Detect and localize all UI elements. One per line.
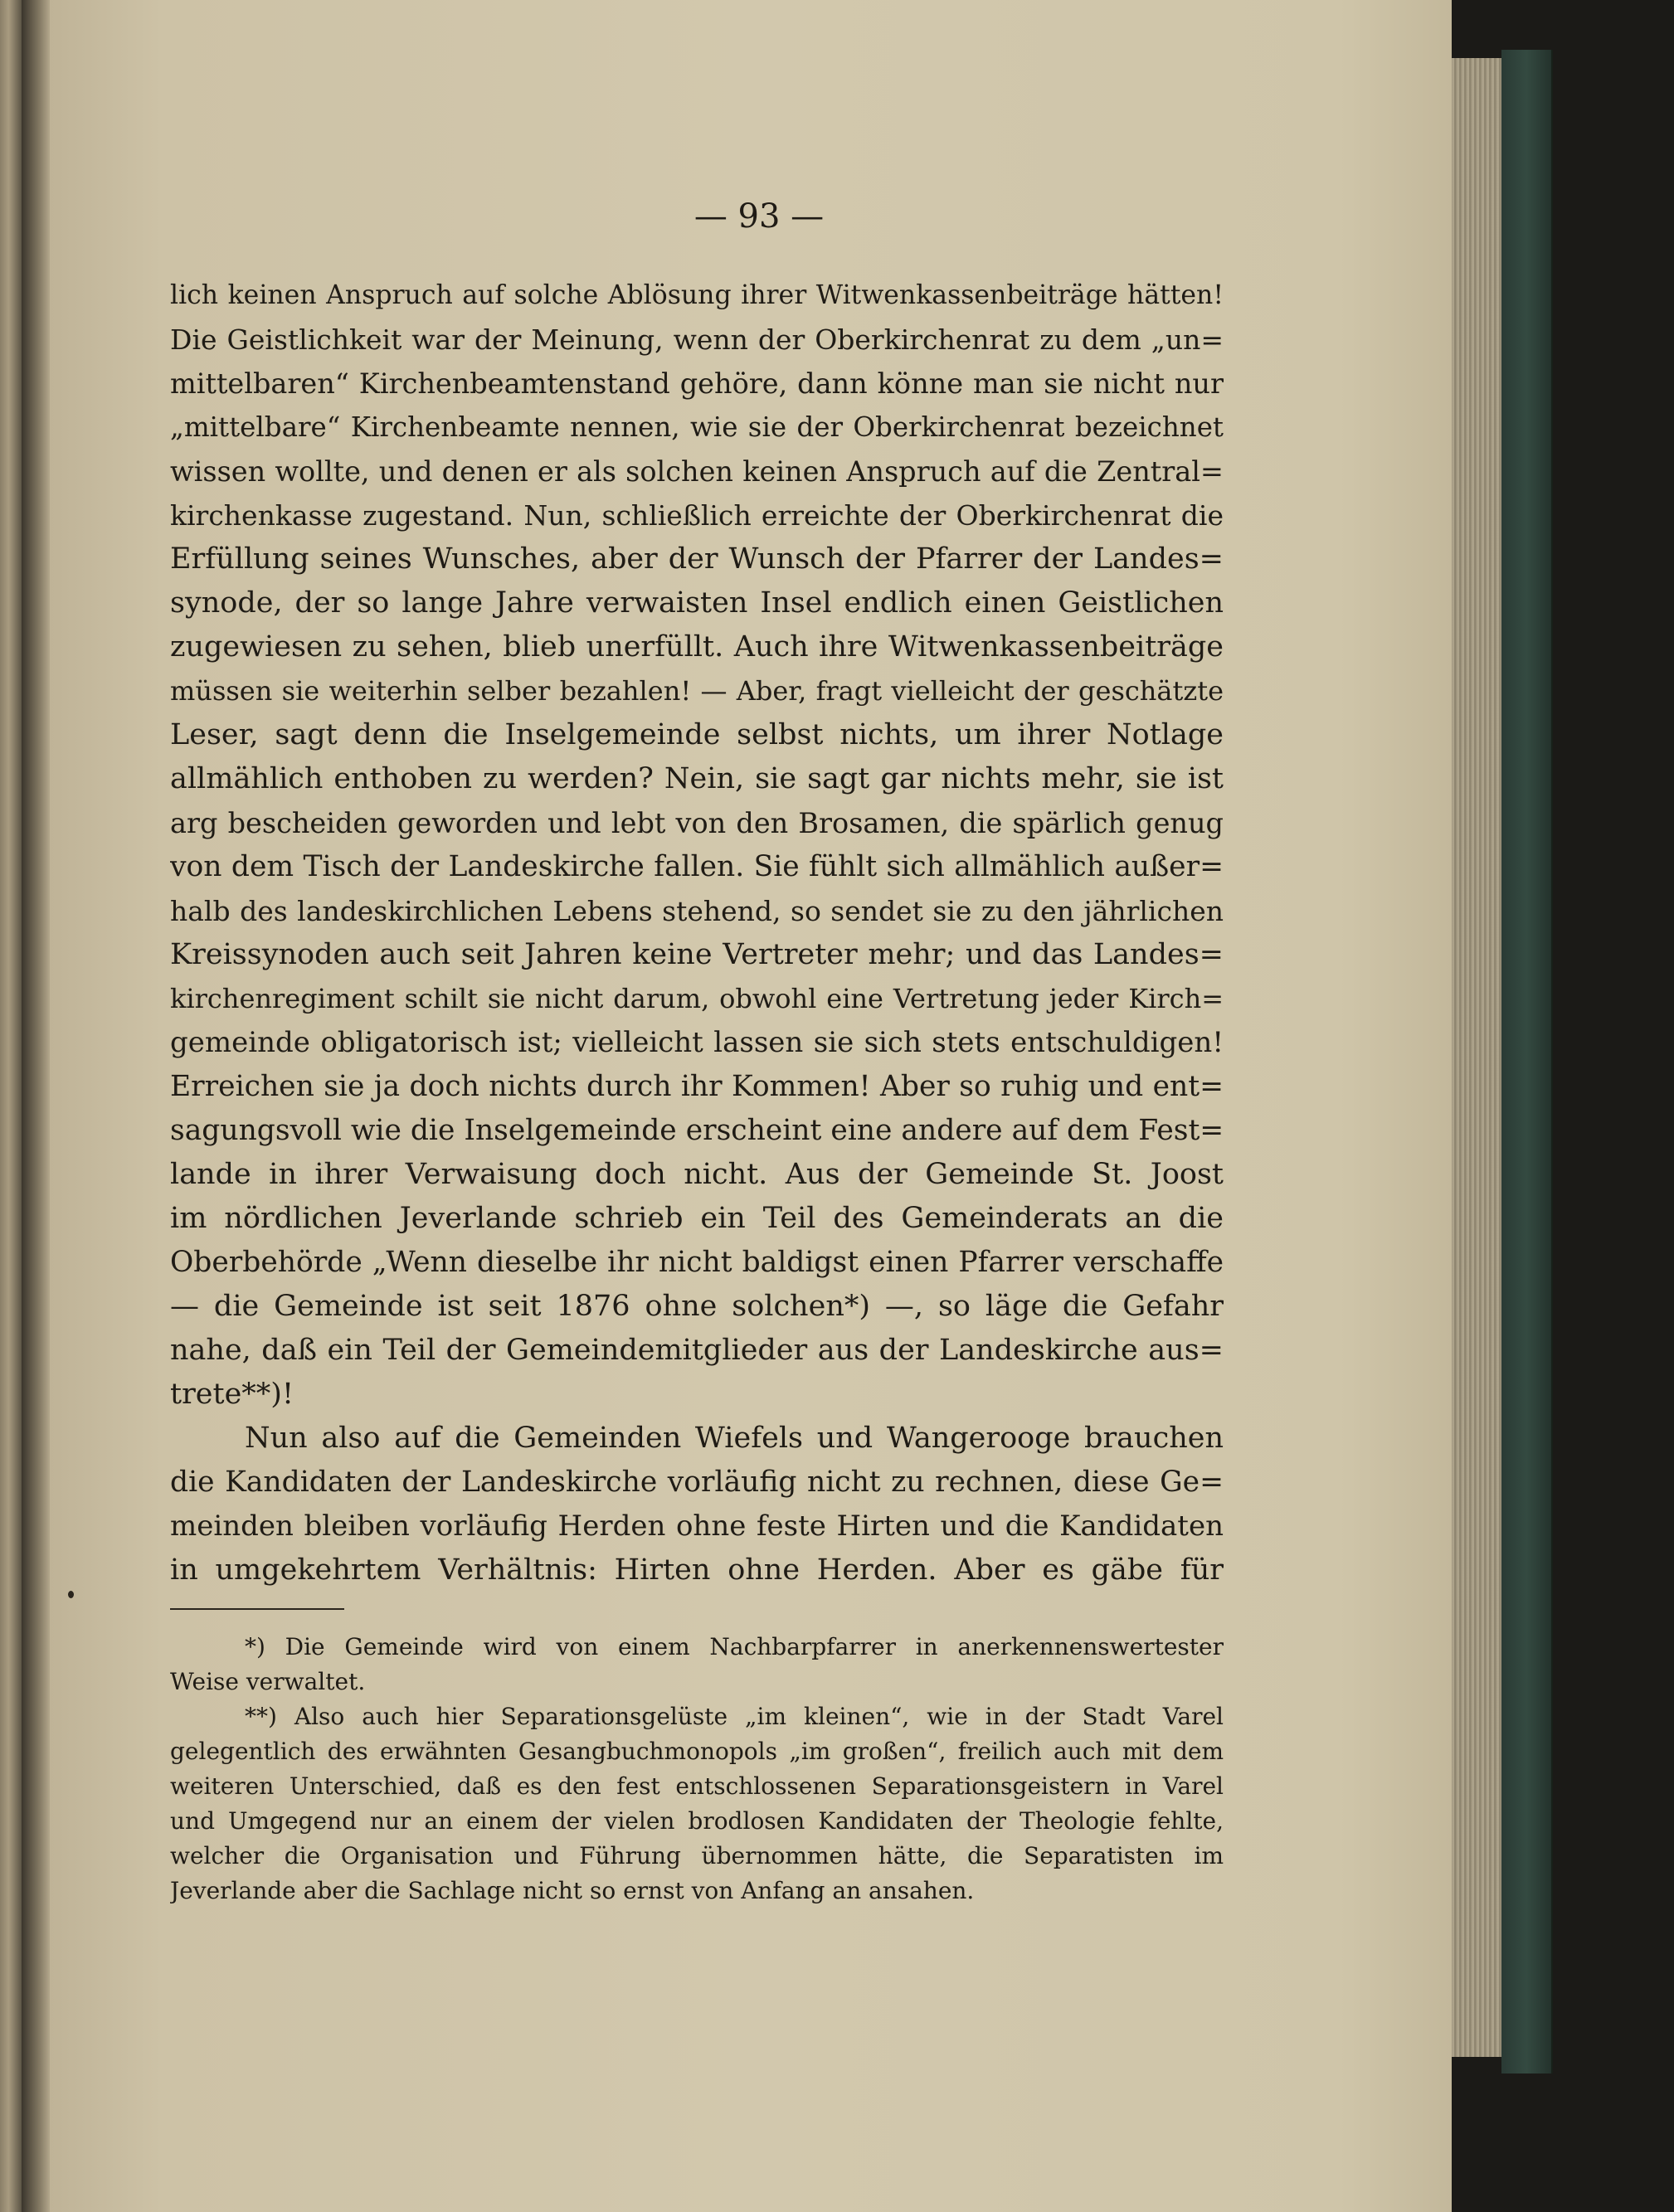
body-line: meinden bleiben vorläufig Herden ohne feste Hirten und die Kandidaten: [170, 1510, 1224, 1543]
footnote-line: *) Die Gemeinde wird von einem Nachbarpfarrer in anerkennenswertester: [245, 1633, 1224, 1660]
book-gutter: [22, 0, 50, 2212]
body-line: Leser, sagt denn die Inselgemeinde selbst nichts, um ihrer Notlage: [170, 718, 1224, 751]
body-line: wissen wollte, und denen er als solchen keinen Anspruch auf die Zentral=: [170, 455, 1224, 488]
body-line: Erfüllung seines Wunsches, aber der Wunsch der Pfarrer der Landes=: [170, 542, 1224, 576]
book-cover: [1501, 50, 1553, 2073]
footnote-line: gelegentlich des erwähnten Gesangbuchmonopols „im großen“, freilich auch mit dem: [170, 1738, 1224, 1765]
body-line: lich keinen Anspruch auf solche Ablösung ihrer Witwenkassenbeiträge hätten!: [170, 280, 1224, 310]
body-line: mittelbaren“ Kirchenbeamtenstand gehöre, dann könne man sie nicht nur: [170, 367, 1224, 400]
body-line: gemeinde obligatorisch ist; vielleicht lassen sie sich stets entschuldigen!: [170, 1026, 1224, 1059]
footnote-line: Jeverlande aber die Sachlage nicht so ernst von Anfang an ansahen.: [170, 1877, 975, 1904]
body-line: allmählich enthoben zu werden? Nein, sie sagt gar nichts mehr, sie ist: [170, 762, 1224, 795]
body-line: trete**)!: [170, 1378, 294, 1411]
footnotes: [170, 1630, 1224, 1908]
body-line: Oberbehörde „Wenn dieselbe ihr nicht baldigst einen Pfarrer verschaffe: [170, 1246, 1224, 1279]
footnote-line: weiteren Unterschied, daß es den fest entschlossenen Separationsgeistern in Varel: [170, 1772, 1224, 1800]
body-line: Erreichen sie ja doch nichts durch ihr Kommen! Aber so ruhig und ent=: [170, 1070, 1224, 1103]
body-line: „mittelbare“ Kirchenbeamte nennen, wie sie der Oberkirchenrat bezeichnet: [170, 411, 1224, 443]
body-line: Die Geistlichkeit war der Meinung, wenn der Oberkirchenrat zu dem „un=: [170, 323, 1224, 356]
footnote-line: Weise verwaltet.: [170, 1668, 366, 1695]
body-line: die Kandidaten der Landeskirche vorläufig nicht zu rechnen, diese Ge=: [170, 1466, 1224, 1499]
footnote-line: welcher die Organisation und Führung übernommen hätte, die Separatisten im: [170, 1842, 1224, 1869]
page-number: — 93 —: [693, 197, 825, 236]
body-line: sagungsvoll wie die Inselgemeinde erscheint eine andere auf dem Fest=: [170, 1114, 1224, 1147]
body-line: nahe, daß ein Teil der Gemeindemitglieder aus der Landeskirche aus=: [170, 1334, 1224, 1367]
body-line: Nun also auf die Gemeinden Wiefels und Wangerooge brauchen: [245, 1422, 1224, 1455]
footnote-line: und Umgegend nur an einem der vielen brodlosen Kandidaten der Theologie fehlte,: [170, 1807, 1224, 1835]
body-line: von dem Tisch der Landeskirche fallen. Sie fühlt sich allmählich außer=: [170, 850, 1224, 883]
body-line: arg bescheiden geworden und lebt von den Brosamen, die spärlich genug: [170, 807, 1224, 839]
body-line: kirchenkasse zugestand. Nun, schließlich erreichte der Oberkirchenrat die: [170, 499, 1224, 532]
body-line: zugewiesen zu sehen, blieb unerfüllt. Auch ihre Witwenkassenbeiträge: [170, 630, 1224, 664]
body-line: im nördlichen Jeverlande schrieb ein Teil des Gemeinderats an die: [170, 1202, 1224, 1235]
body-line: — die Gemeinde ist seit 1876 ohne solchen*) —, so läge die Gefahr: [170, 1290, 1224, 1323]
body-line: Kreissynoden auch seit Jahren keine Vertreter mehr; und das Landes=: [170, 938, 1224, 971]
body-line: synode, der so lange Jahre verwaisten Insel endlich einen Geistlichen: [170, 586, 1224, 620]
footnote-rule: [170, 1608, 344, 1610]
body-line: müssen sie weiterhin selber bezahlen! — Aber, fragt vielleicht der geschätzte: [170, 675, 1224, 707]
body-line: halb des landeskirchlichen Lebens stehend, so sendet sie zu den jährlichen: [170, 895, 1224, 927]
body-line: lande in ihrer Verwaisung doch nicht. Aus der Gemeinde St. Joost: [170, 1158, 1224, 1191]
body-line: in umgekehrtem Verhältnis: Hirten ohne Herden. Aber es gäbe für: [170, 1553, 1224, 1587]
body-text: [170, 274, 1224, 1592]
footnote-line: **) Also auch hier Separationsgelüste „im kleinen“, wie in der Stadt Varel: [245, 1703, 1224, 1730]
left-page-edge: [0, 0, 22, 2212]
body-line: kirchenregiment schilt sie nicht darum, obwohl eine Vertretung jeder Kirch=: [170, 983, 1224, 1014]
margin-mark: [68, 1591, 74, 1598]
